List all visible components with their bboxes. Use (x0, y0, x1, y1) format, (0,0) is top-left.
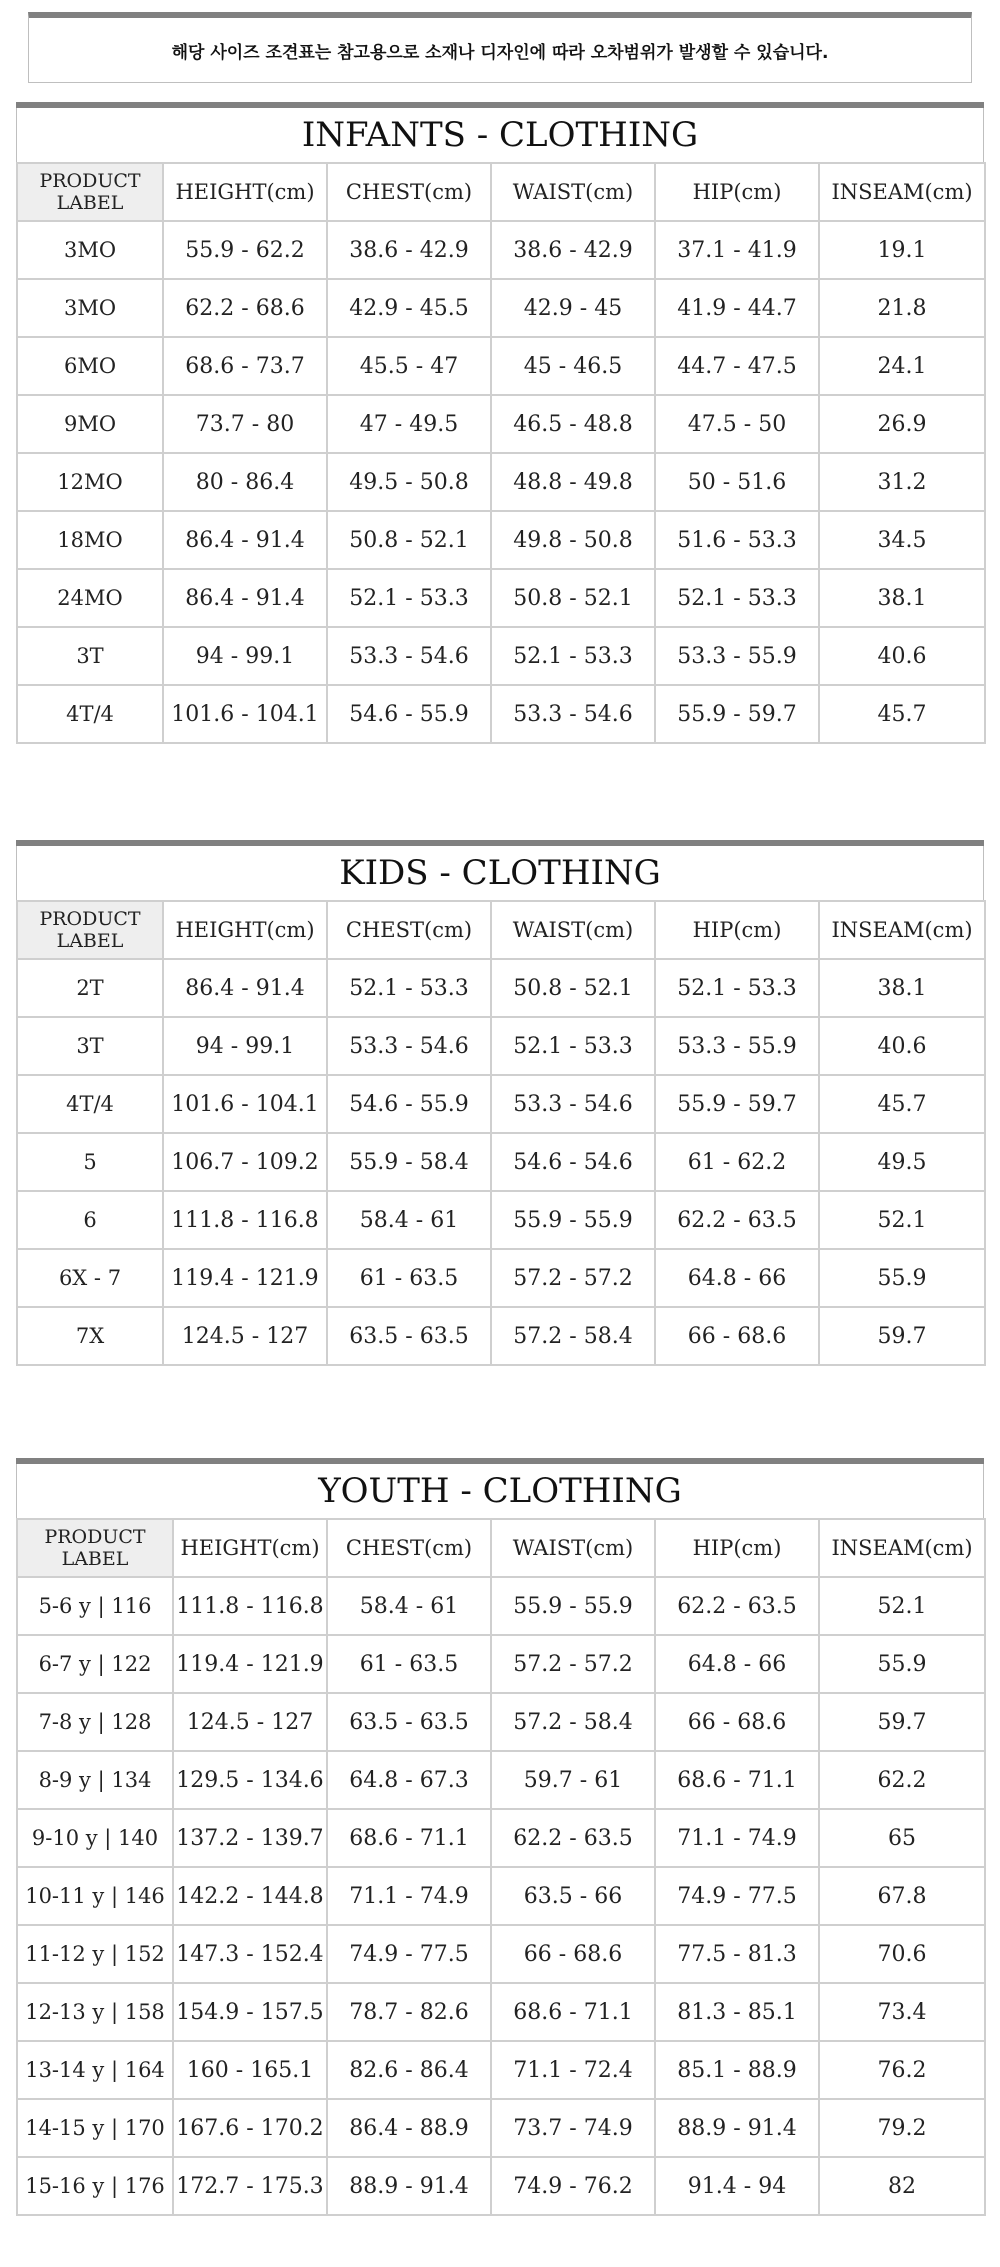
table-row (17, 2099, 985, 2157)
chest-cell: 82.6 - 86.4 (327, 2041, 491, 2099)
product-label-header-line2: LABEL (61, 1548, 129, 1570)
chest-header: CHEST(cm) (327, 901, 491, 959)
inseam-cell: 45.7 (819, 685, 985, 743)
height-header: HEIGHT(cm) (173, 1519, 327, 1577)
product-label-header-line1: PRODUCT (39, 908, 141, 930)
waist-cell: 53.3 - 54.6 (491, 1075, 655, 1133)
inseam-cell: 82 (819, 2157, 985, 2215)
hip-cell: 68.6 - 71.1 (655, 1751, 819, 1809)
hip-cell: 52.1 - 53.3 (655, 959, 819, 1017)
height-cell: 111.8 - 116.8 (163, 1191, 327, 1249)
infants-size-table (16, 162, 986, 744)
height-cell: 142.2 - 144.8 (173, 1867, 327, 1925)
hip-cell: 53.3 - 55.9 (655, 627, 819, 685)
table-row (17, 1577, 985, 1635)
hip-cell: 64.8 - 66 (655, 1249, 819, 1307)
inseam-cell: 70.6 (819, 1925, 985, 1983)
hip-cell: 66 - 68.6 (655, 1693, 819, 1751)
inseam-cell: 59.7 (819, 1693, 985, 1751)
table-row (17, 1925, 985, 1983)
hip-cell: 74.9 - 77.5 (655, 1867, 819, 1925)
table-row (17, 959, 985, 1017)
inseam-header: INSEAM(cm) (819, 901, 985, 959)
table-row (17, 2041, 985, 2099)
height-cell: 167.6 - 170.2 (173, 2099, 327, 2157)
chest-cell: 64.8 - 67.3 (327, 1751, 491, 1809)
inseam-cell: 62.2 (819, 1751, 985, 1809)
waist-cell: 73.7 - 74.9 (491, 2099, 655, 2157)
height-cell: 172.7 - 175.3 (173, 2157, 327, 2215)
product-label-cell: 3T (17, 627, 163, 685)
hip-cell: 91.4 - 94 (655, 2157, 819, 2215)
chest-cell: 38.6 - 42.9 (327, 221, 491, 279)
hip-header: HIP(cm) (655, 163, 819, 221)
table-row (17, 685, 985, 743)
inseam-cell: 45.7 (819, 1075, 985, 1133)
waist-cell: 46.5 - 48.8 (491, 395, 655, 453)
waist-cell: 57.2 - 57.2 (491, 1249, 655, 1307)
product-label-cell: 24MO (17, 569, 163, 627)
inseam-cell: 76.2 (819, 2041, 985, 2099)
chest-cell: 52.1 - 53.3 (327, 569, 491, 627)
height-cell: 62.2 - 68.6 (163, 279, 327, 337)
table-row (17, 1075, 985, 1133)
product-label-cell: 9MO (17, 395, 163, 453)
height-cell: 101.6 - 104.1 (163, 685, 327, 743)
waist-cell: 62.2 - 63.5 (491, 1809, 655, 1867)
hip-cell: 61 - 62.2 (655, 1133, 819, 1191)
waist-cell: 68.6 - 71.1 (491, 1983, 655, 2041)
chest-cell: 78.7 - 82.6 (327, 1983, 491, 2041)
product-label-cell: 6X - 7 (17, 1249, 163, 1307)
height-cell: 160 - 165.1 (173, 2041, 327, 2099)
waist-cell: 45 - 46.5 (491, 337, 655, 395)
hip-header: HIP(cm) (655, 1519, 819, 1577)
table-row (17, 627, 985, 685)
product-label-cell: 12-13 y | 158 (17, 1983, 173, 2041)
waist-cell: 57.2 - 58.4 (491, 1307, 655, 1365)
product-label-cell: 3T (17, 1017, 163, 1075)
waist-cell: 74.9 - 76.2 (491, 2157, 655, 2215)
hip-cell: 62.2 - 63.5 (655, 1577, 819, 1635)
product-label-cell: 8-9 y | 134 (17, 1751, 173, 1809)
hip-cell: 77.5 - 81.3 (655, 1925, 819, 1983)
inseam-cell: 73.4 (819, 1983, 985, 2041)
product-label-header-line2: LABEL (56, 192, 124, 214)
hip-cell: 71.1 - 74.9 (655, 1809, 819, 1867)
height-cell: 154.9 - 157.5 (173, 1983, 327, 2041)
kids-size-section (16, 840, 984, 1366)
table-row (17, 1017, 985, 1075)
hip-cell: 51.6 - 53.3 (655, 511, 819, 569)
inseam-cell: 40.6 (819, 627, 985, 685)
product-label-cell: 6 (17, 1191, 163, 1249)
table-row (17, 395, 985, 453)
height-header: HEIGHT(cm) (163, 901, 327, 959)
waist-cell: 48.8 - 49.8 (491, 453, 655, 511)
table-header-row (17, 901, 985, 959)
youth-size-table (16, 1518, 986, 2216)
product-label-header (17, 163, 163, 221)
table-row (17, 2157, 985, 2215)
waist-cell: 54.6 - 54.6 (491, 1133, 655, 1191)
inseam-cell: 24.1 (819, 337, 985, 395)
inseam-cell: 31.2 (819, 453, 985, 511)
chest-cell: 45.5 - 47 (327, 337, 491, 395)
product-label-cell: 18MO (17, 511, 163, 569)
table-row (17, 1751, 985, 1809)
chest-cell: 42.9 - 45.5 (327, 279, 491, 337)
table-header-row (17, 1519, 985, 1577)
table-row (17, 1191, 985, 1249)
waist-cell: 38.6 - 42.9 (491, 221, 655, 279)
product-label-cell: 4T/4 (17, 685, 163, 743)
product-label-cell: 12MO (17, 453, 163, 511)
waist-cell: 52.1 - 53.3 (491, 627, 655, 685)
chest-cell: 54.6 - 55.9 (327, 685, 491, 743)
inseam-cell: 65 (819, 1809, 985, 1867)
product-label-cell: 5-6 y | 116 (17, 1577, 173, 1635)
table-header-row (17, 163, 985, 221)
height-cell: 94 - 99.1 (163, 627, 327, 685)
product-label-cell: 5 (17, 1133, 163, 1191)
product-label-cell: 10-11 y | 146 (17, 1867, 173, 1925)
height-cell: 86.4 - 91.4 (163, 511, 327, 569)
table-row (17, 221, 985, 279)
chest-cell: 74.9 - 77.5 (327, 1925, 491, 1983)
waist-cell: 66 - 68.6 (491, 1925, 655, 1983)
height-cell: 147.3 - 152.4 (173, 1925, 327, 1983)
hip-cell: 81.3 - 85.1 (655, 1983, 819, 2041)
chest-cell: 86.4 - 88.9 (327, 2099, 491, 2157)
product-label-cell: 3MO (17, 221, 163, 279)
hip-cell: 64.8 - 66 (655, 1635, 819, 1693)
hip-cell: 41.9 - 44.7 (655, 279, 819, 337)
waist-cell: 50.8 - 52.1 (491, 569, 655, 627)
hip-cell: 44.7 - 47.5 (655, 337, 819, 395)
product-label-cell: 3MO (17, 279, 163, 337)
height-cell: 94 - 99.1 (163, 1017, 327, 1075)
hip-cell: 66 - 68.6 (655, 1307, 819, 1365)
waist-cell: 57.2 - 58.4 (491, 1693, 655, 1751)
chest-header: CHEST(cm) (327, 1519, 491, 1577)
chest-cell: 61 - 63.5 (327, 1635, 491, 1693)
chest-cell: 58.4 - 61 (327, 1577, 491, 1635)
hip-header: HIP(cm) (655, 901, 819, 959)
height-cell: 80 - 86.4 (163, 453, 327, 511)
table-row (17, 1249, 985, 1307)
waist-cell: 42.9 - 45 (491, 279, 655, 337)
hip-cell: 52.1 - 53.3 (655, 569, 819, 627)
waist-cell: 55.9 - 55.9 (491, 1577, 655, 1635)
inseam-cell: 26.9 (819, 395, 985, 453)
table-row (17, 1809, 985, 1867)
chest-cell: 55.9 - 58.4 (327, 1133, 491, 1191)
height-cell: 86.4 - 91.4 (163, 959, 327, 1017)
waist-cell: 59.7 - 61 (491, 1751, 655, 1809)
inseam-cell: 52.1 (819, 1577, 985, 1635)
kids-section-title: KIDS - CLOTHING (16, 846, 984, 900)
inseam-cell: 34.5 (819, 511, 985, 569)
waist-cell: 71.1 - 72.4 (491, 2041, 655, 2099)
hip-cell: 37.1 - 41.9 (655, 221, 819, 279)
product-label-header-line1: PRODUCT (39, 170, 141, 192)
size-chart-notice: 해당 사이즈 조견표는 참고용으로 소재나 디자인에 따라 오차범위가 발생할 수 있습니다. (28, 12, 972, 83)
inseam-cell: 59.7 (819, 1307, 985, 1365)
chest-cell: 68.6 - 71.1 (327, 1809, 491, 1867)
chest-header: CHEST(cm) (327, 163, 491, 221)
table-row (17, 279, 985, 337)
height-cell: 124.5 - 127 (163, 1307, 327, 1365)
height-header: HEIGHT(cm) (163, 163, 327, 221)
product-label-header-line2: LABEL (56, 930, 124, 952)
height-cell: 86.4 - 91.4 (163, 569, 327, 627)
chest-cell: 53.3 - 54.6 (327, 1017, 491, 1075)
table-row (17, 1635, 985, 1693)
inseam-cell: 40.6 (819, 1017, 985, 1075)
table-row (17, 453, 985, 511)
height-cell: 119.4 - 121.9 (163, 1249, 327, 1307)
table-row (17, 1693, 985, 1751)
table-row (17, 511, 985, 569)
height-cell: 68.6 - 73.7 (163, 337, 327, 395)
product-label-cell: 15-16 y | 176 (17, 2157, 173, 2215)
hip-cell: 53.3 - 55.9 (655, 1017, 819, 1075)
waist-header: WAIST(cm) (491, 901, 655, 959)
inseam-header: INSEAM(cm) (819, 163, 985, 221)
height-cell: 137.2 - 139.7 (173, 1809, 327, 1867)
waist-cell: 49.8 - 50.8 (491, 511, 655, 569)
hip-cell: 62.2 - 63.5 (655, 1191, 819, 1249)
hip-cell: 55.9 - 59.7 (655, 1075, 819, 1133)
youth-section-title: YOUTH - CLOTHING (16, 1464, 984, 1518)
inseam-cell: 67.8 (819, 1867, 985, 1925)
height-cell: 55.9 - 62.2 (163, 221, 327, 279)
height-cell: 124.5 - 127 (173, 1693, 327, 1751)
chest-cell: 63.5 - 63.5 (327, 1693, 491, 1751)
height-cell: 101.6 - 104.1 (163, 1075, 327, 1133)
chest-cell: 49.5 - 50.8 (327, 453, 491, 511)
waist-cell: 50.8 - 52.1 (491, 959, 655, 1017)
product-label-cell: 7X (17, 1307, 163, 1365)
chest-cell: 53.3 - 54.6 (327, 627, 491, 685)
height-cell: 111.8 - 116.8 (173, 1577, 327, 1635)
inseam-header: INSEAM(cm) (819, 1519, 985, 1577)
youth-size-section (16, 1458, 984, 2216)
chest-cell: 58.4 - 61 (327, 1191, 491, 1249)
table-row (17, 1983, 985, 2041)
waist-cell: 55.9 - 55.9 (491, 1191, 655, 1249)
chest-cell: 47 - 49.5 (327, 395, 491, 453)
waist-cell: 63.5 - 66 (491, 1867, 655, 1925)
waist-cell: 53.3 - 54.6 (491, 685, 655, 743)
hip-cell: 47.5 - 50 (655, 395, 819, 453)
height-cell: 119.4 - 121.9 (173, 1635, 327, 1693)
table-row (17, 337, 985, 395)
inseam-cell: 21.8 (819, 279, 985, 337)
height-cell: 129.5 - 134.6 (173, 1751, 327, 1809)
hip-cell: 85.1 - 88.9 (655, 2041, 819, 2099)
product-label-cell: 7-8 y | 128 (17, 1693, 173, 1751)
inseam-cell: 79.2 (819, 2099, 985, 2157)
hip-cell: 55.9 - 59.7 (655, 685, 819, 743)
table-row (17, 1133, 985, 1191)
chest-cell: 50.8 - 52.1 (327, 511, 491, 569)
product-label-header (17, 1519, 173, 1577)
chest-cell: 88.9 - 91.4 (327, 2157, 491, 2215)
inseam-cell: 49.5 (819, 1133, 985, 1191)
waist-header: WAIST(cm) (491, 1519, 655, 1577)
chest-cell: 54.6 - 55.9 (327, 1075, 491, 1133)
product-label-cell: 13-14 y | 164 (17, 2041, 173, 2099)
inseam-cell: 55.9 (819, 1635, 985, 1693)
product-label-header (17, 901, 163, 959)
inseam-cell: 19.1 (819, 221, 985, 279)
product-label-cell: 9-10 y | 140 (17, 1809, 173, 1867)
infants-section-title: INFANTS - CLOTHING (16, 108, 984, 162)
product-label-cell: 6MO (17, 337, 163, 395)
product-label-header-line1: PRODUCT (44, 1526, 146, 1548)
waist-header: WAIST(cm) (491, 163, 655, 221)
product-label-cell: 6-7 y | 122 (17, 1635, 173, 1693)
height-cell: 106.7 - 109.2 (163, 1133, 327, 1191)
waist-cell: 52.1 - 53.3 (491, 1017, 655, 1075)
waist-cell: 57.2 - 57.2 (491, 1635, 655, 1693)
hip-cell: 88.9 - 91.4 (655, 2099, 819, 2157)
product-label-cell: 4T/4 (17, 1075, 163, 1133)
chest-cell: 52.1 - 53.3 (327, 959, 491, 1017)
inseam-cell: 55.9 (819, 1249, 985, 1307)
chest-cell: 71.1 - 74.9 (327, 1867, 491, 1925)
table-row (17, 569, 985, 627)
product-label-cell: 14-15 y | 170 (17, 2099, 173, 2157)
hip-cell: 50 - 51.6 (655, 453, 819, 511)
product-label-cell: 11-12 y | 152 (17, 1925, 173, 1983)
inseam-cell: 38.1 (819, 959, 985, 1017)
infants-size-section (16, 102, 984, 744)
kids-size-table (16, 900, 986, 1366)
chest-cell: 63.5 - 63.5 (327, 1307, 491, 1365)
product-label-cell: 2T (17, 959, 163, 1017)
table-row (17, 1867, 985, 1925)
table-row (17, 1307, 985, 1365)
height-cell: 73.7 - 80 (163, 395, 327, 453)
inseam-cell: 52.1 (819, 1191, 985, 1249)
chest-cell: 61 - 63.5 (327, 1249, 491, 1307)
inseam-cell: 38.1 (819, 569, 985, 627)
